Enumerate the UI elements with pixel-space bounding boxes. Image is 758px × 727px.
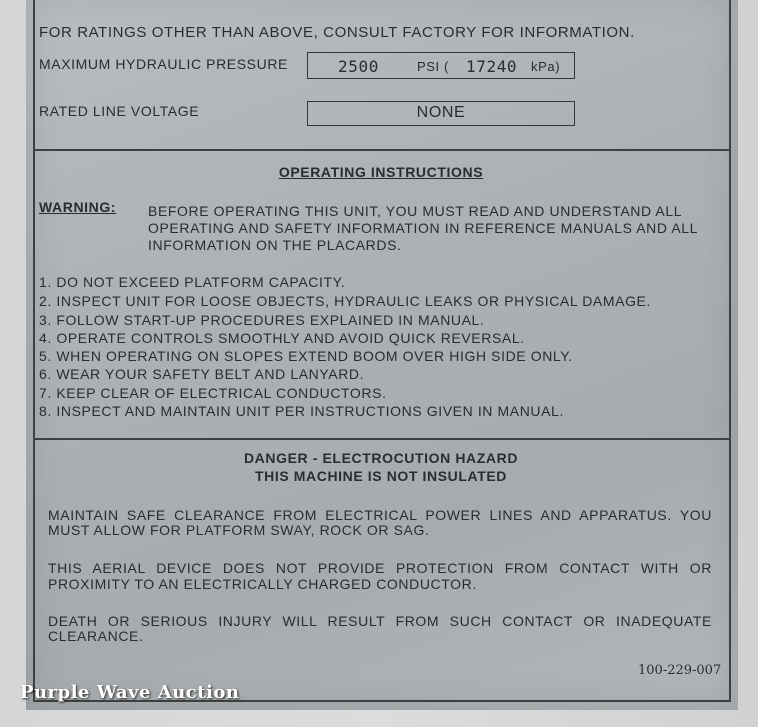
- step-2: 2. INSPECT UNIT FOR LOOSE OBJECTS, HYDRAULIC LEAKS OR PHYSICAL DAMAGE.: [39, 293, 651, 309]
- pressure-psi-value: 2500: [338, 57, 379, 76]
- step-5: 5. WHEN OPERATING ON SLOPES EXTEND BOOM OVER HIGH SIDE ONLY.: [39, 348, 573, 364]
- consult-line: FOR RATINGS OTHER THAN ABOVE, CONSULT FACTORY FOR INFORMATION.: [39, 24, 635, 41]
- pressure-psi-unit: PSI (: [417, 59, 449, 74]
- danger-para3-line1: DEATH OR SERIOUS INJURY WILL RESULT FROM SUCH CONTACT OR INADEQUATE: [48, 613, 712, 629]
- part-number: 100-229-007: [638, 663, 722, 678]
- watermark-logo: Purple Wave Auction: [20, 682, 240, 703]
- pressure-kpa-value: 17240: [466, 57, 518, 76]
- danger-para2-line2: PROXIMITY TO AN ELECTRICALLY CHARGED CONDUCTOR.: [48, 576, 477, 592]
- voltage-label: RATED LINE VOLTAGE: [39, 103, 200, 119]
- step-4: 4. OPERATE CONTROLS SMOOTHLY AND AVOID QUICK REVERSAL.: [39, 330, 525, 346]
- step-1: 1. DO NOT EXCEED PLATFORM CAPACITY.: [39, 274, 346, 290]
- danger-para3-line2: CLEARANCE.: [48, 628, 144, 644]
- danger-para2-line1: THIS AERIAL DEVICE DOES NOT PROVIDE PROTECTION FROM CONTACT WITH OR: [48, 560, 712, 576]
- warning-line-1: BEFORE OPERATING THIS UNIT, YOU MUST READ AND UNDERSTAND ALL: [148, 203, 683, 219]
- divider-middle: [33, 438, 729, 440]
- step-7: 7. KEEP CLEAR OF ELECTRICAL CONDUCTORS.: [39, 385, 387, 401]
- danger-title-1: DANGER - ELECTROCUTION HAZARD: [243, 450, 519, 466]
- danger-title-2: THIS MACHINE IS NOT INSULATED: [254, 468, 508, 484]
- pressure-label: MAXIMUM HYDRAULIC PRESSURE: [39, 56, 288, 72]
- step-8: 8. INSPECT AND MAINTAIN UNIT PER INSTRUCTIONS GIVEN IN MANUAL.: [39, 403, 564, 419]
- operating-title: OPERATING INSTRUCTIONS: [278, 164, 484, 180]
- divider-top: [33, 149, 729, 151]
- step-3: 3. FOLLOW START-UP PROCEDURES EXPLAINED IN MANUAL.: [39, 312, 485, 328]
- step-6: 6. WEAR YOUR SAFETY BELT AND LANYARD.: [39, 366, 365, 382]
- warning-line-2: OPERATING AND SAFETY INFORMATION IN REFERENCE MANUALS AND ALL: [148, 220, 699, 236]
- warning-label: WARNING:: [39, 199, 117, 215]
- pressure-kpa-unit: kPa): [531, 59, 561, 74]
- danger-para1-line1: MAINTAIN SAFE CLEARANCE FROM ELECTRICAL POWER LINES AND APPARATUS. YOU: [48, 507, 712, 523]
- warning-line-3: INFORMATION ON THE PLACARDS.: [148, 237, 402, 253]
- danger-para1-line2: MUST ALLOW FOR PLATFORM SWAY, ROCK OR SAG.: [48, 522, 430, 538]
- voltage-value: NONE: [416, 104, 466, 121]
